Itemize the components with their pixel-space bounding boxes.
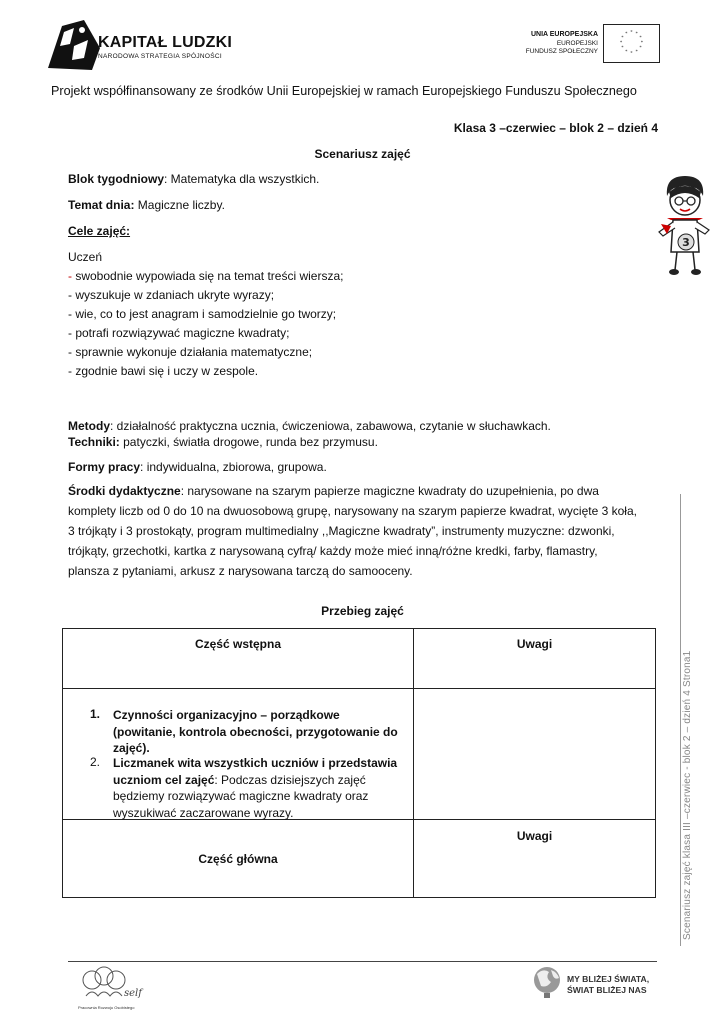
methods-line (68, 419, 551, 433)
goal-item: - potrafi rozwiązywać magiczne kwadraty; (68, 326, 290, 340)
slogan-line-2: ŚWIAT BLIŻEJ NAS (567, 985, 647, 995)
goal-item: - sprawnie wykonuje działania matematyczne; (68, 345, 313, 359)
forms-label: Formy pracy (68, 460, 141, 474)
svg-text:*: * (619, 40, 623, 46)
svg-text:*: * (625, 31, 628, 37)
methods-value: : działalność praktyczna ucznia, ćwiczeniowa, zabawowa, czytanie w słuchawkach. (110, 419, 551, 433)
notes-header: Uwagi (516, 829, 553, 843)
item-number: 1. (90, 707, 101, 721)
forms-line (68, 460, 327, 474)
svg-text:*: * (630, 51, 633, 57)
footer-rule (68, 961, 657, 962)
svg-text:*: * (639, 46, 642, 52)
block-line (68, 172, 319, 186)
eu-line-2: EUROPEJSKI (556, 39, 598, 47)
self-word: self (124, 988, 142, 999)
item-rest: : Podczas dzisiejszych zajęć będziemy rozwiązywać magiczne kwadraty oraz wyszukiwać zaczarowane wyrazy. (113, 772, 369, 820)
globe-icon (531, 964, 563, 1000)
slogan-line-1: MY BLIŻEJ ŚWIATA, (567, 974, 650, 984)
means-line: komplety liczb od 0 do 10 na dwuosobową grupę, narysowany na szarym papierze kwadrat, wycięte 3 koła, (68, 504, 637, 518)
item-text (113, 755, 403, 821)
svg-text:*: * (639, 35, 642, 41)
eu-line-1: UNIA EUROPEJSKA (530, 31, 598, 38)
means-line (68, 484, 599, 498)
main-header: Część główna (198, 852, 278, 866)
svg-text:*: * (635, 31, 638, 37)
svg-text:*: * (621, 46, 624, 52)
course-title: Przebieg zajęć (321, 604, 404, 618)
goal-item: - wie, co to jest anagram i samodzielnie go tworzy; (68, 307, 337, 321)
goal-dash: - (68, 269, 76, 283)
svg-text:*: * (630, 30, 633, 36)
means-line: trójkąty, grzechotki, kartka z narysowaną cyfrą/ każdy może mieć inną/różne kredki, farby, flamastry, (68, 544, 598, 558)
eu-flag-icon (603, 24, 660, 63)
goal-item: - zgodnie bawi się i uczy w zespole. (68, 364, 259, 378)
item-bold: Liczmanek wita wszystkich uczniów i przedstawia uczniom cel zajęć (113, 756, 398, 787)
document-title: Scenariusz zajęć (314, 147, 411, 161)
svg-text:*: * (621, 35, 624, 41)
notes-header: Uwagi (516, 637, 553, 651)
logo-title: KAPITAŁ LUDZKI (98, 34, 233, 51)
block-value: : Matematyka dla wszystkich. (164, 172, 320, 186)
means-text: : narysowane na szarym papierze magiczne kwadraty do uzupełnienia, po dwa (180, 484, 599, 498)
methods-label: Metody (68, 419, 110, 433)
eu-line-3: FUNDUSZ SPOŁECZNY (525, 48, 598, 56)
item-number: 2. (90, 755, 101, 769)
eu-label (488, 31, 598, 57)
kapital-ludzki-logo (44, 18, 104, 72)
techniques-label: Techniki: (68, 435, 120, 449)
self-caption: Pracownia Rozwoju Osobistego (78, 1005, 135, 1010)
forms-value: : indywidualna, zbiorowa, grupowa. (140, 460, 327, 474)
project-funding-text: Projekt współfinansowany ze środków Unii Europejskiej w ramach Europejskiego Funduszu Społecznego (51, 84, 637, 98)
logo-subtitle: NARODOWA STRATEGIA SPÓJNOŚCI (98, 53, 222, 60)
means-label: Środki dydaktyczne (68, 484, 181, 498)
topic-label: Temat dnia: (68, 198, 135, 212)
techniques-line (68, 435, 378, 449)
techniques-value: patyczki, światła drogowe, runda bez przymusu. (119, 435, 378, 449)
goal-text: swobodnie wypowiada się na temat treści wiersza; (75, 269, 344, 283)
kid-mascot-image (653, 172, 715, 278)
side-page-label: Scenariusz zajęć klasa III –czerwiec - blok 2 – dzień 4 Strona1 (682, 650, 693, 940)
means-line: plansza z pytaniami, arkusz z narysowana tarczą do samooceny. (68, 564, 413, 578)
goal-item (68, 269, 343, 283)
intro-header: Część wstępna (194, 637, 282, 651)
goal-item: - wyszukuje w zdaniach ukryte wyrazy; (68, 288, 275, 302)
svg-text:*: * (635, 49, 638, 55)
kid-badge-number: 3 (682, 236, 690, 249)
class-day-line: Klasa 3 –czerwiec – blok 2 – dzień 4 (453, 121, 658, 135)
pupil-label: Uczeń (68, 250, 103, 264)
goals-heading: Cele zajęć: (68, 224, 131, 238)
table-divider (62, 688, 414, 689)
slogan (567, 974, 649, 996)
block-label: Blok tygodniowy (68, 172, 164, 186)
svg-text:*: * (625, 49, 628, 55)
item-text: Czynności organizacyjno – porządkowe (powitanie, kontrola obecności, przygotowanie do zajęć). (113, 708, 398, 755)
svg-text:*: * (640, 40, 644, 46)
topic-line (68, 198, 225, 212)
side-rule (680, 494, 681, 946)
means-line: 3 trójkąty i 3 prostokąty, program multimedialny ,,Magiczne kwadraty”, instrumenty muzyczne: dzwonki, (68, 524, 615, 538)
table-divider (413, 688, 656, 689)
topic-value: Magiczne liczby. (134, 198, 225, 212)
